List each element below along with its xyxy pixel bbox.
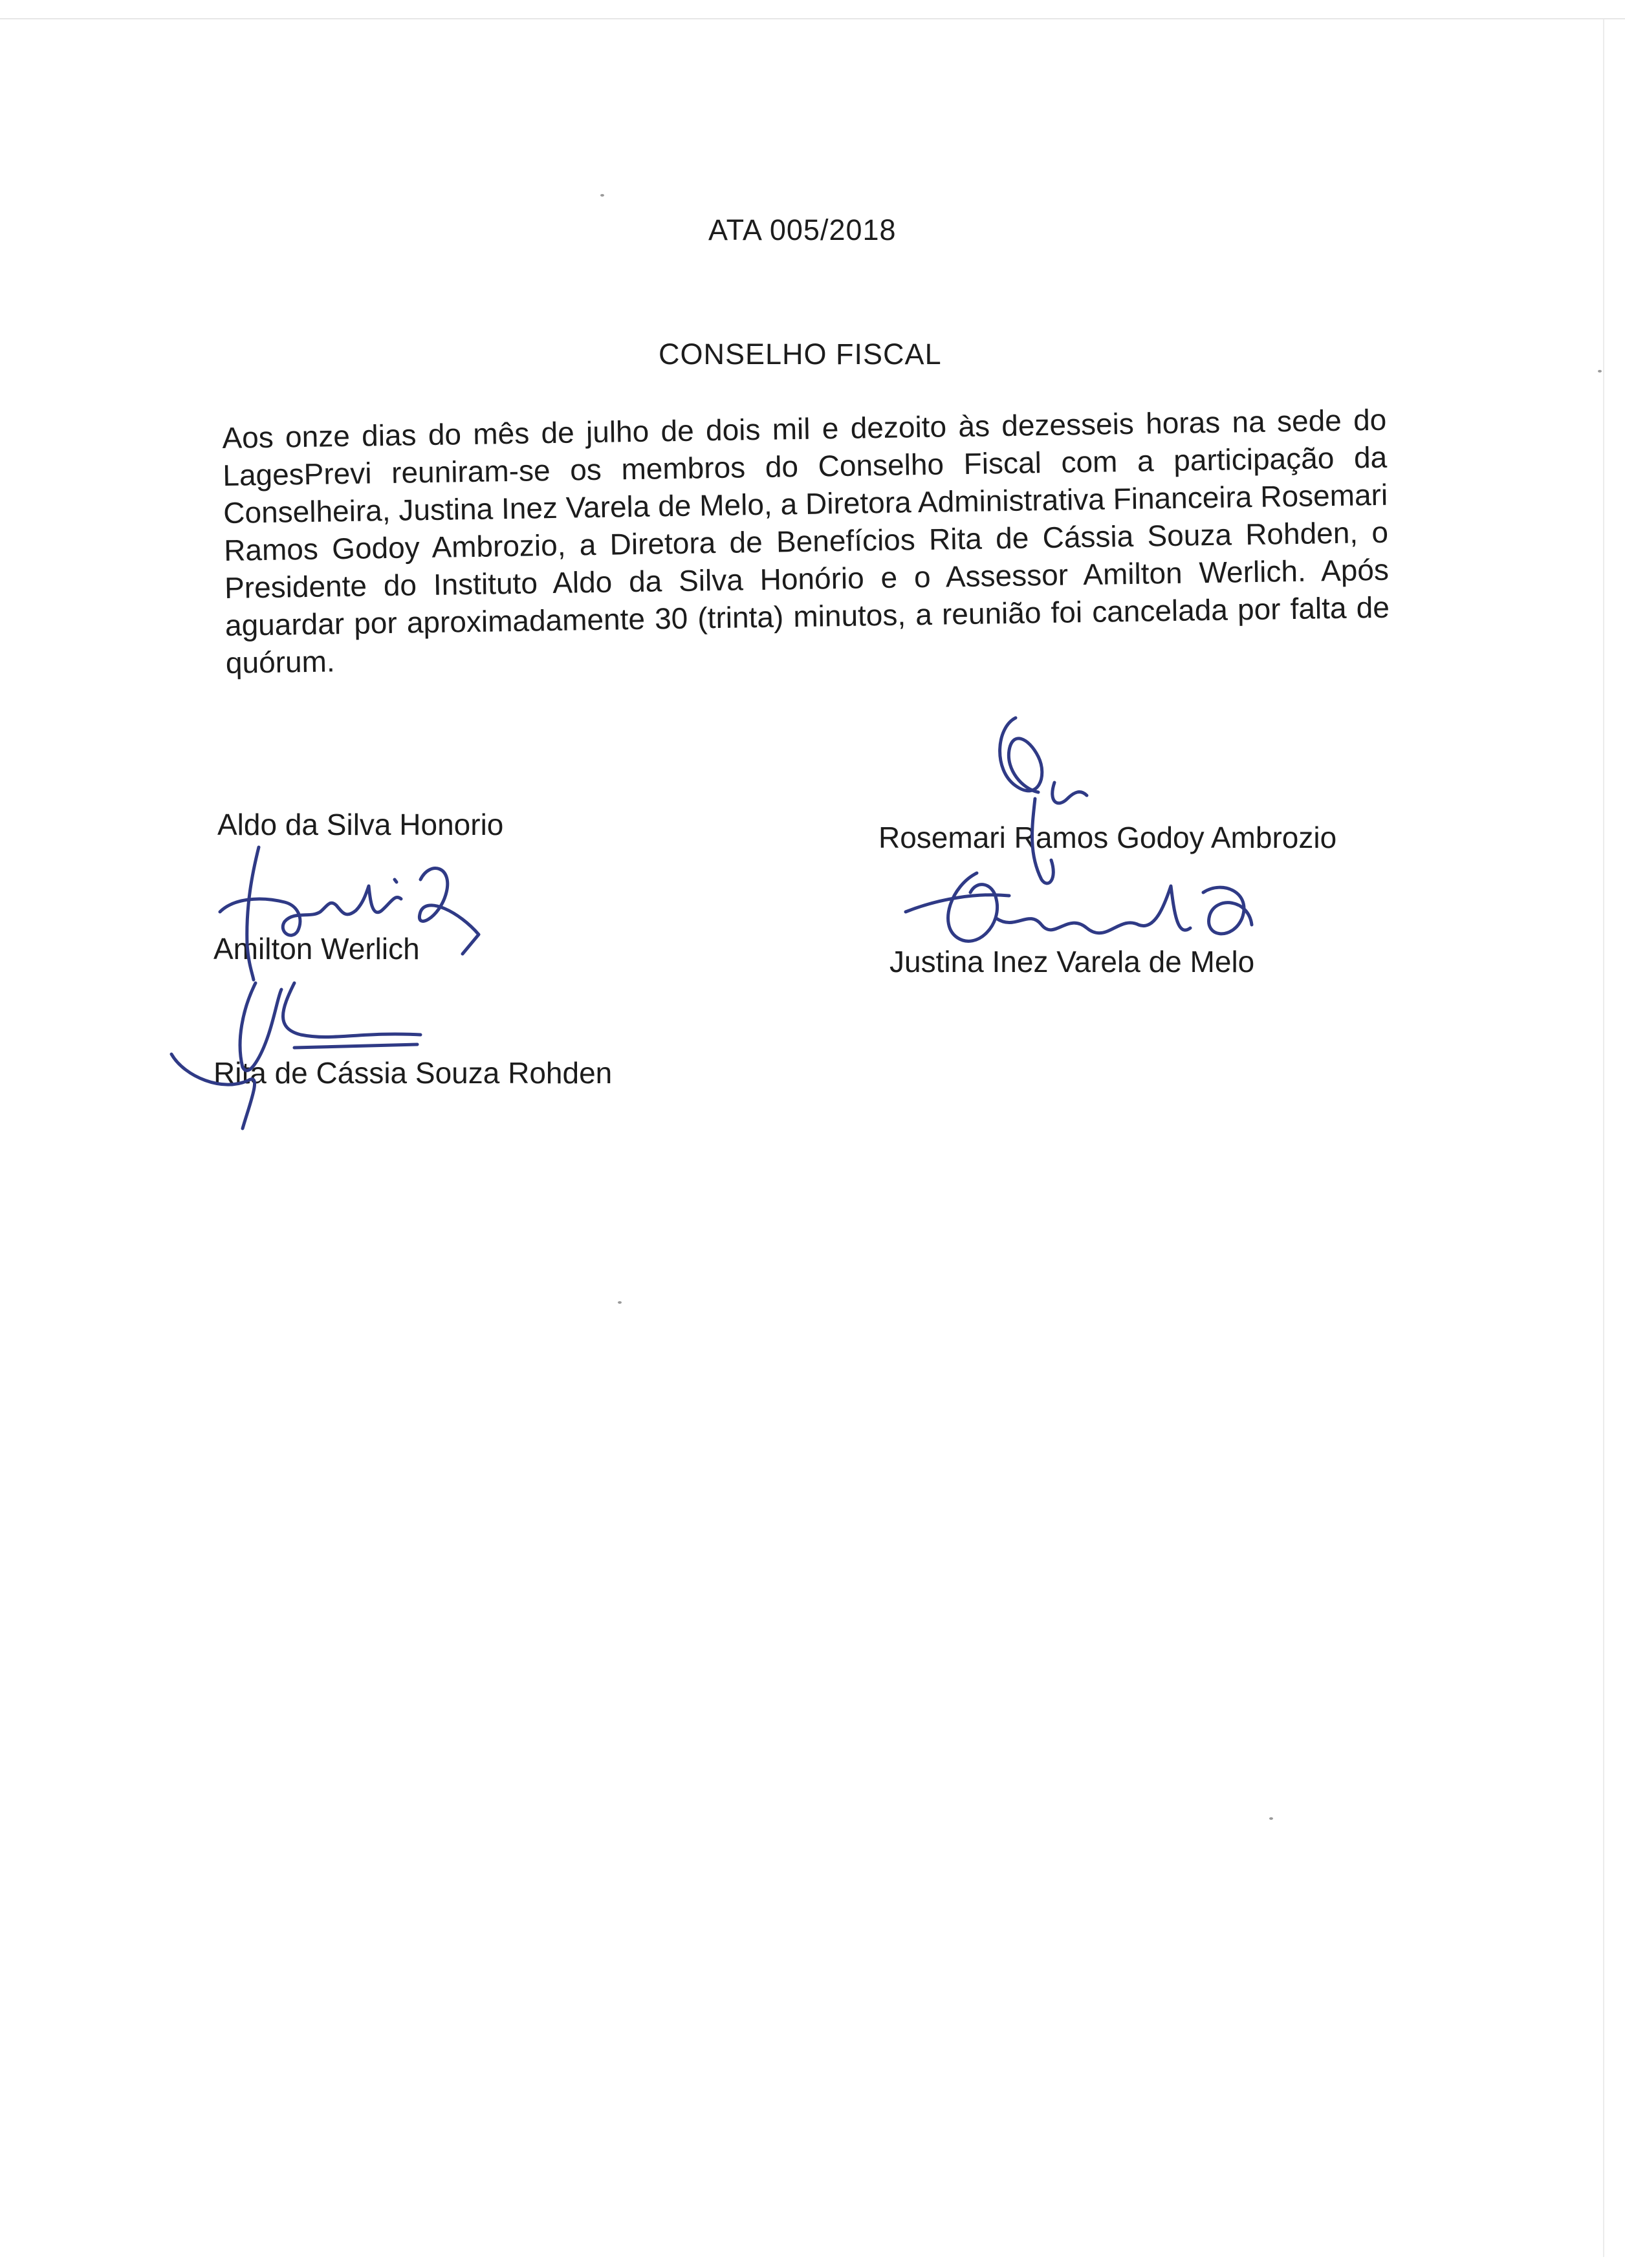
scan-edge xyxy=(1603,19,1604,2257)
signatory-name-amilton: Amilton Werlich xyxy=(213,932,420,966)
signatory-name-rosemari: Rosemari Ramos Godoy Ambrozio xyxy=(878,821,1337,854)
scan-speck xyxy=(600,194,604,197)
signature-justina xyxy=(899,854,1261,989)
signatory-name-rita: Rita de Cássia Souza Rohden xyxy=(213,1056,613,1090)
signature-rita xyxy=(165,970,437,1132)
document-title: ATA 005/2018 xyxy=(708,213,897,246)
signatory-name-justina: Justina Inez Varela de Melo xyxy=(889,945,1255,978)
document-subtitle: CONSELHO FISCAL xyxy=(659,338,942,371)
scan-edge xyxy=(0,18,1625,19)
scan-speck xyxy=(1598,370,1602,373)
signature-amilton xyxy=(207,834,511,983)
minutes-body: Aos onze dias do mês de julho de dois mil e dezoito às dezesseis horas na sede do LagesPrevi reuniram-se os membros do Conselho Fiscal com a participação da Conselheira, Justina Inez Varela de Melo, a Diretora Administrativa Financeira Rosemari Ramos Godoy Ambrozio, a Diretora de Benefícios Rita de Cássia Souza Rohden, o Presidente do Instituto Aldo da Silva Honório e o Assessor Amilton Werlich. Após aguardar por aproximadamente 30 (trinta) minutos, a reunião foi cancelada por falta de quórum. xyxy=(222,402,1390,680)
scan-speck xyxy=(618,1301,622,1304)
signatory-name-aldo: Aldo da Silva Honorio xyxy=(217,808,504,841)
scan-speck xyxy=(1269,1817,1273,1820)
